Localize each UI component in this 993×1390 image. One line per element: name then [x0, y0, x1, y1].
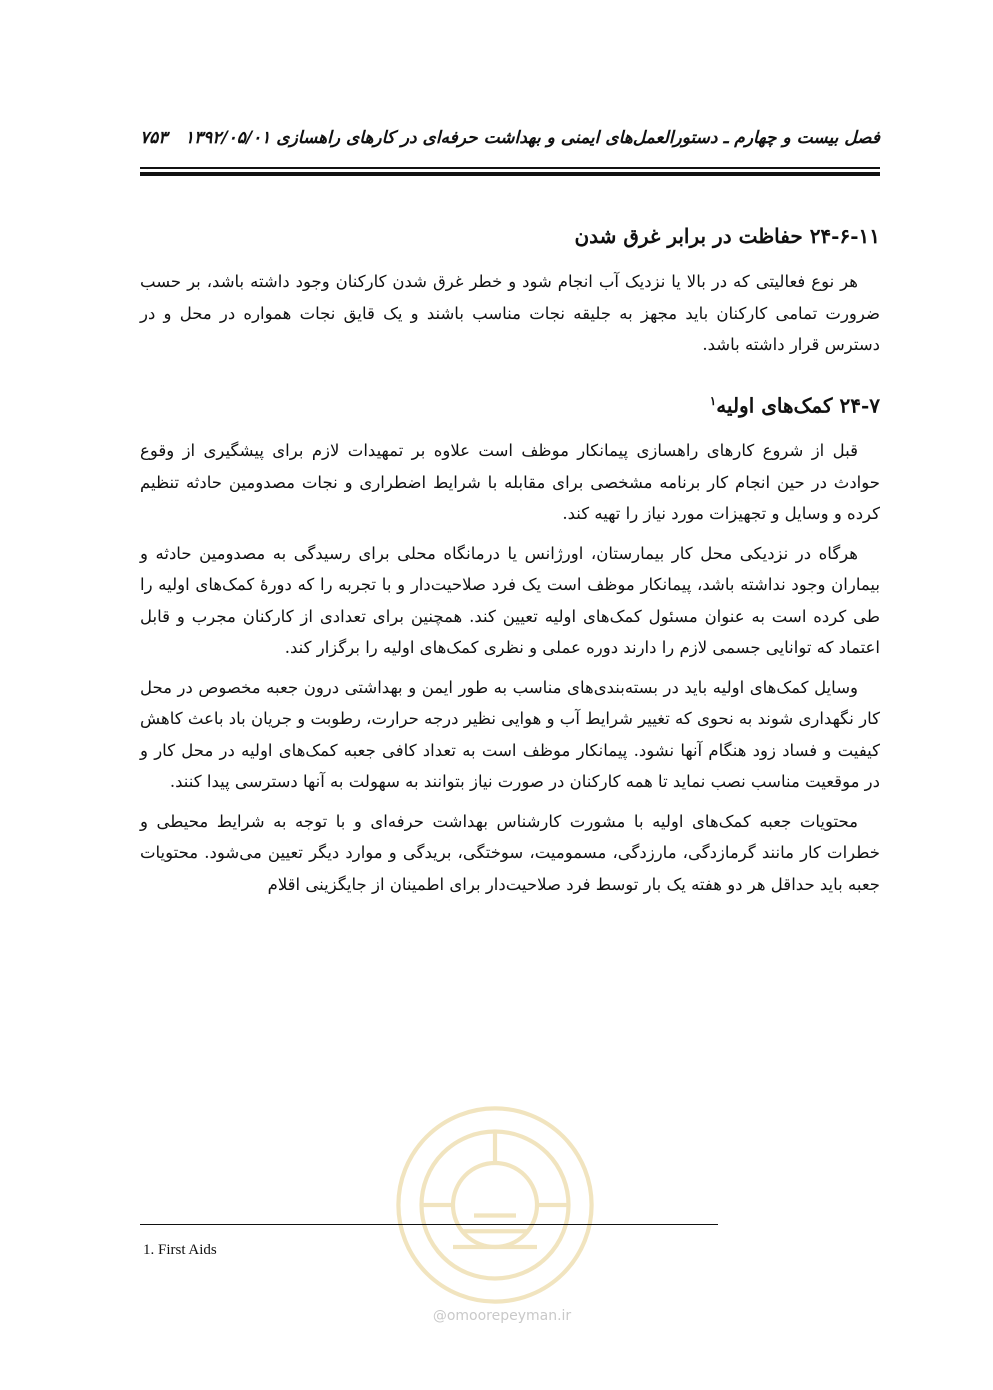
header-rule-thick	[140, 172, 880, 176]
paragraph: وسایل کمک‌های اولیه باید در بسته‌بندی‌های مناسب به طور ایمن و بهداشتی درون جعبه مخصوص در محل کار نگهداری شوند به نحوی که تغییر شرایط آب و هوایی نظیر درجه حرارت، رطوبت و جریان باد باعث کاهش کیفیت و فساد زود هنگام آنها نشود. پیمانکار موظف است به تعداد کافی جعبه کمک‌های اولیه در محل کار و در موقعیت مناسب نصب نماید تا همه کارکنان در صورت نیاز بتوانند به سهولت به آنها دسترسی پیدا کنند.	[140, 677, 880, 792]
page-content	[140, 206, 880, 908]
section-first-aid	[140, 371, 880, 901]
watermark-logo	[390, 1100, 600, 1310]
header-rule-thin	[140, 167, 880, 169]
footnote: 1. First Aids	[143, 1242, 217, 1258]
header-title: فصل بیست و چهارم ـ دستورالعمل‌های ایمنی و بهداشت حرفه‌ای در کارهای راهسازی ۱۳۹۲/۰۵/۰۱	[184, 128, 880, 148]
paragraph: قبل از شروع کارهای راهسازی پیمانکار موظف است علاوه بر تمهیدات لازم برای پیشگیری از وقوع حوادث در حین انجام کار برنامه مشخصی برای مقابله با شرایط اضطراری و نجات مصدومین حادثه تنظیم کرده و وسایل و تجهیزات مورد نیاز را تهیه کند.	[140, 441, 880, 524]
page-header	[140, 128, 880, 148]
paragraph: هرگاه در نزدیکی محل کار بیمارستان، اورژانس یا درمانگاه محلی برای رسیدگی به مصدومین حادثه و بیماران وجود نداشته باشد، پیمانکار موظف است یک فرد صلاحیت‌دار و با تجربه را که دورهٔ کمک‌های اولیه را طی کرده است به عنوان مسئول کمک‌های اولیه تعیین کند. همچنین برای تعدادی از کارکنان مجرب و قابل اعتماد که توانایی جسمی لازم را دارند دوره عملی و نظری کمک‌های اولیه را برگزار کند.	[140, 543, 880, 658]
section-heading: ۲۴-۶-۱۱ حفاظت در برابر غرق شدن	[574, 224, 880, 248]
paragraph: هر نوع فعالیتی که در بالا یا نزدیک آب انجام شود و خطر غرق شدن کارکنان وجود داشته باشد، بر حسب ضرورت تمامی کارکنان باید مجهز به جلیقه نجات مناسب باشند و یک قایق نجات همواره در محل و در دسترس قرار داشته باشد.	[140, 272, 880, 354]
page-number: ۷۵۳	[140, 128, 168, 148]
footnote-marker: ۱	[709, 393, 717, 408]
watermark-site: @omoorepeyman.ir	[432, 1308, 572, 1324]
section-drowning-protection	[140, 206, 880, 361]
section-heading	[140, 371, 880, 436]
paragraph: محتویات جعبه کمک‌های اولیه با مشورت کارشناس بهداشت حرفه‌ای و با توجه به شرایط محیطی و خطرات کار مانند گرمازدگی، مارزدگی، مسمومیت، سوختگی، بریدگی و موارد دیگر تعیین می‌شود. محتویات جعبه باید حداقل هر دو هفته یک بار توسط فرد صلاحیت‌دار برای اطمینان از جایگزینی اقلام	[140, 811, 880, 894]
footnote-rule	[140, 1224, 718, 1225]
section-heading-text: ۲۴-۷ کمک‌های اولیه	[716, 393, 880, 418]
